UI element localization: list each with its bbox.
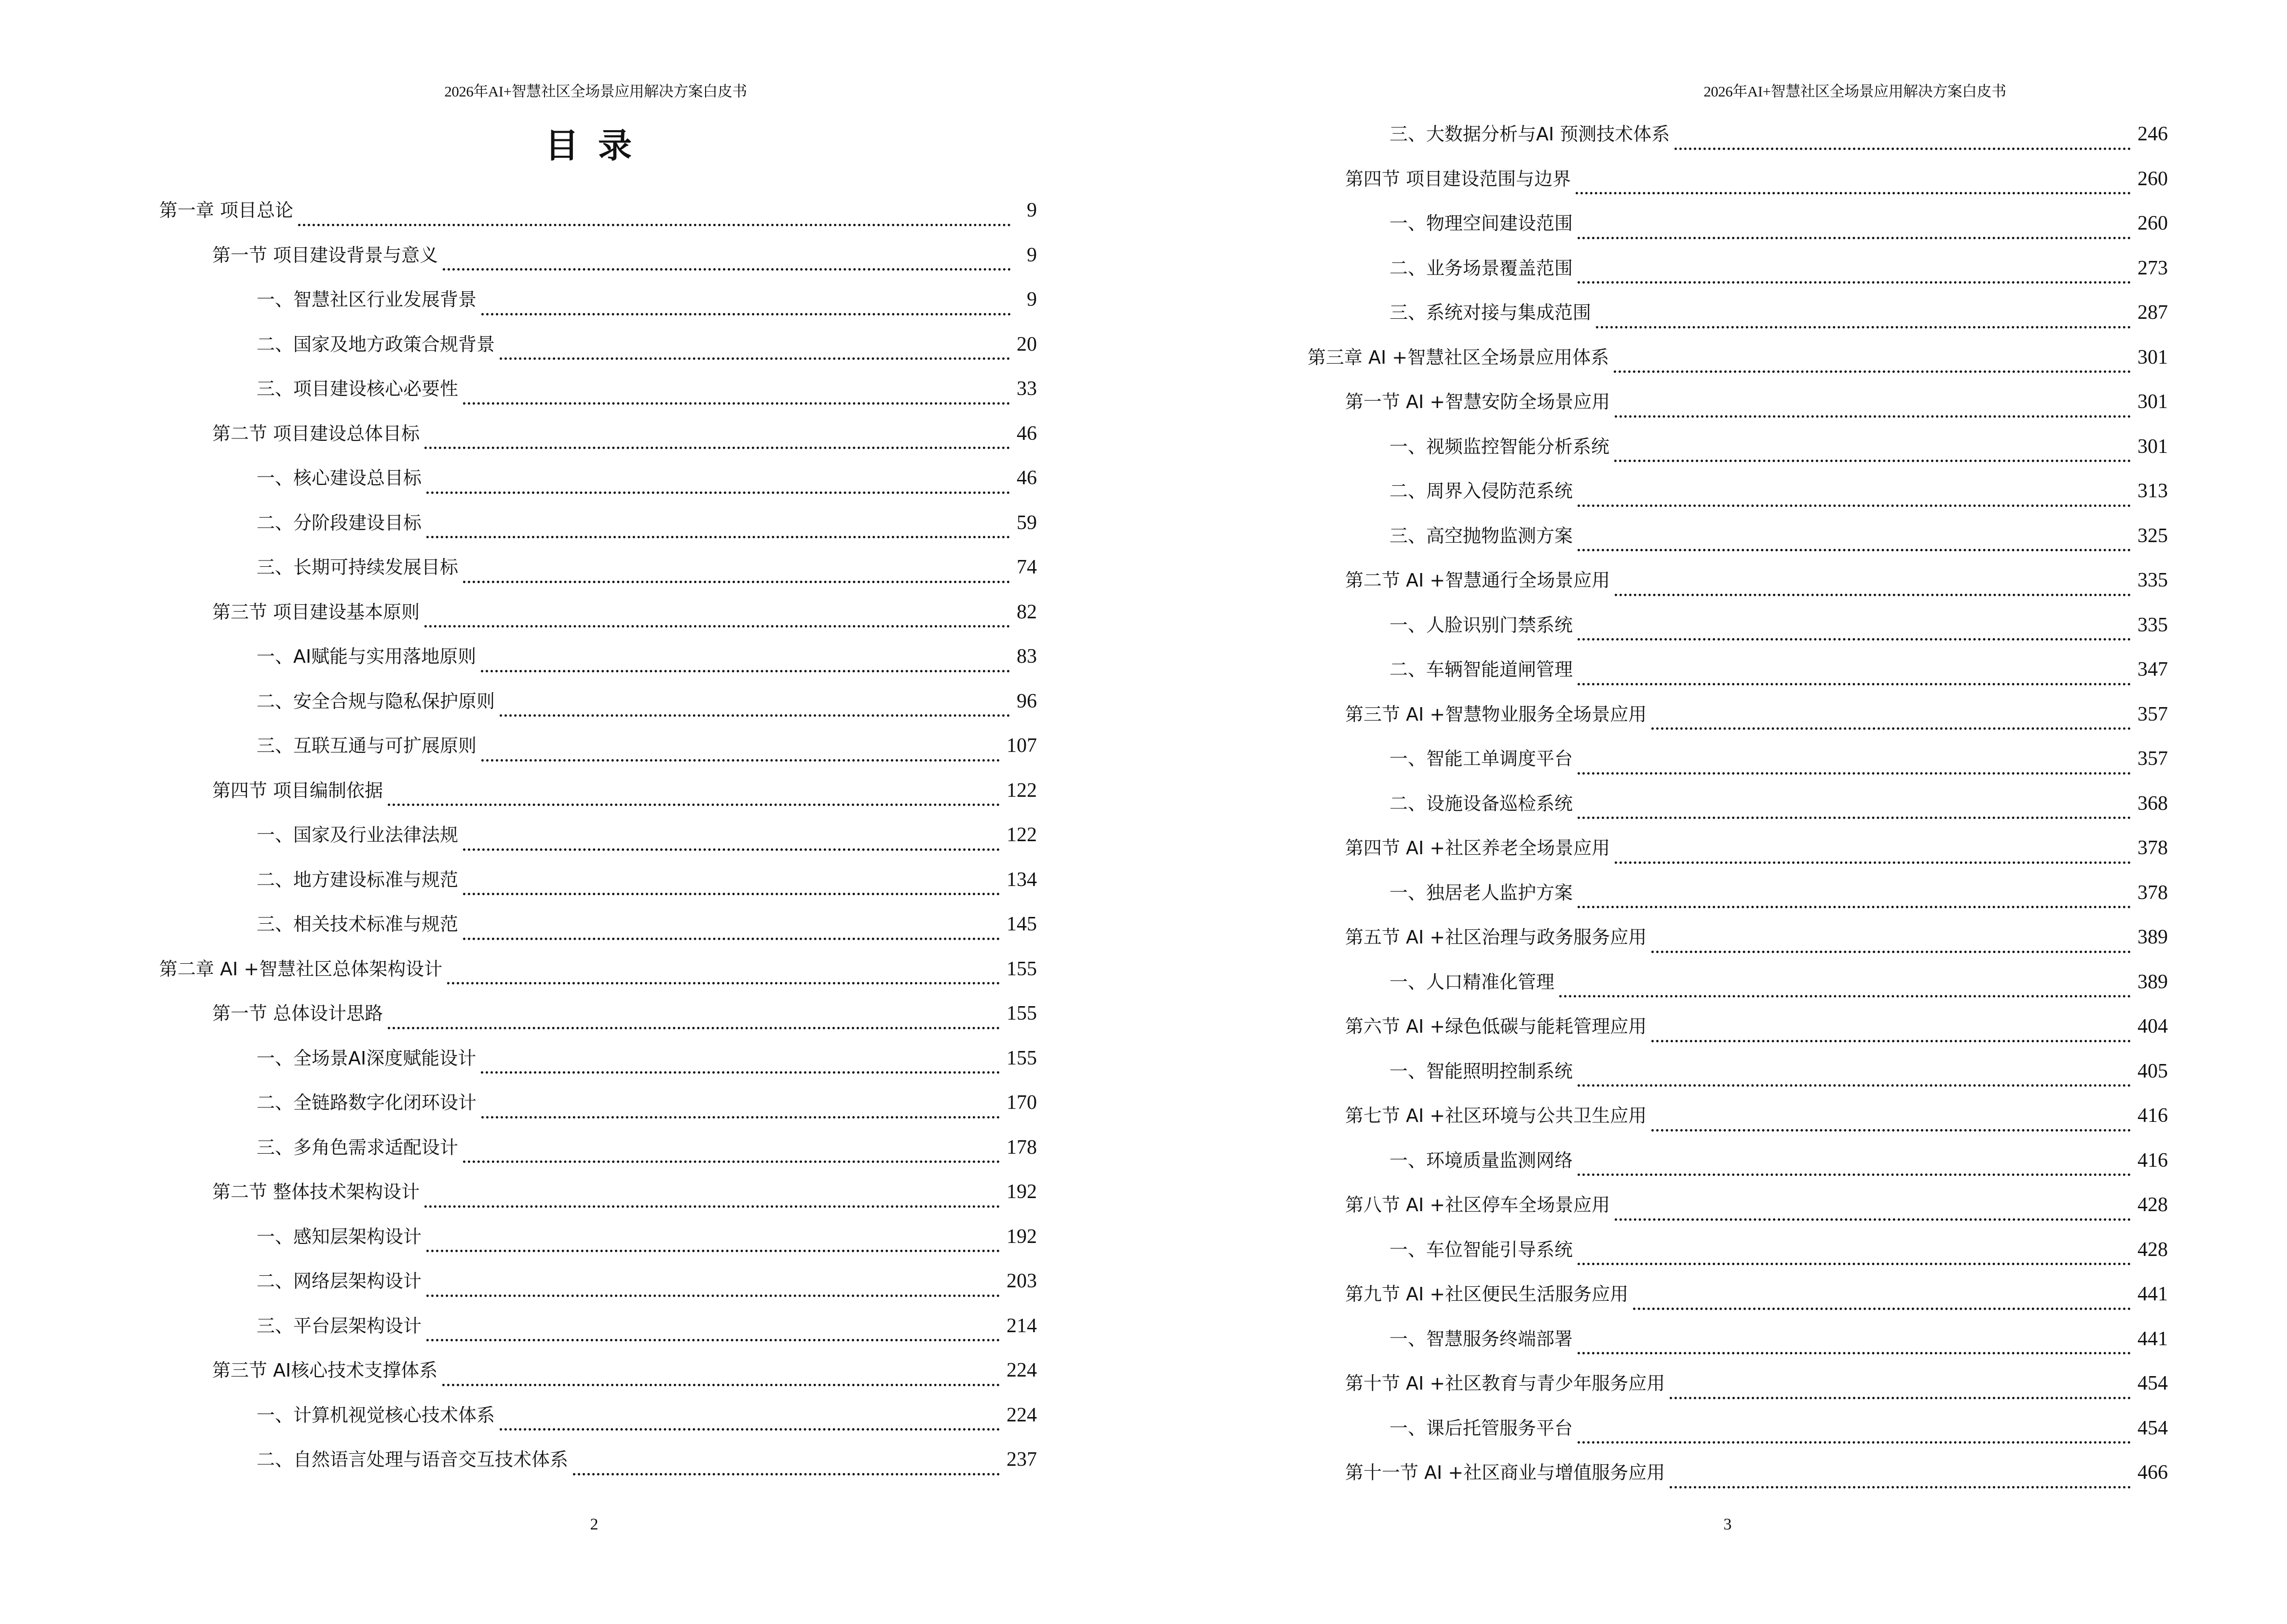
entry-title: 第三节 AI +智慧物业服务全场景应用 — [1345, 703, 1647, 725]
toc-section-entry[interactable] — [0, 1000, 1037, 1045]
dot-leader — [1615, 415, 2131, 418]
entry-title: 第一节 总体设计思路 — [212, 1003, 383, 1024]
dot-leader — [1576, 192, 2131, 194]
entry-page-number: 335 — [2137, 569, 2168, 591]
toc-list — [1144, 121, 2168, 1504]
entry-page-number: 192 — [1007, 1225, 1037, 1248]
dot-leader — [463, 893, 1000, 895]
entry-page-number: 83 — [1017, 645, 1037, 668]
entry-title: 一、智慧服务终端部署 — [1389, 1328, 1573, 1350]
entry-title: 二、安全合规与隐私保护原则 — [257, 690, 495, 712]
dot-leader — [481, 670, 1010, 672]
entry-title: 一、智慧社区行业发展背景 — [257, 289, 477, 310]
dot-leader — [1578, 281, 2131, 284]
entry-title: 第十一节 AI +社区商业与增值服务应用 — [1345, 1462, 1665, 1483]
entry-title: 一、核心建设总目标 — [257, 467, 422, 489]
entry-title: 第二章 AI +智慧社区总体架构设计 — [159, 958, 443, 980]
toc-section-entry[interactable] — [1144, 924, 2168, 969]
dot-leader — [426, 536, 1010, 538]
toc-subsection-entry[interactable] — [1144, 745, 2168, 790]
entry-page-number: 301 — [2137, 435, 2168, 458]
dot-leader — [424, 447, 1010, 449]
toc-subsection-entry[interactable] — [1144, 478, 2168, 522]
dot-leader — [426, 1250, 1000, 1252]
entry-page-number: 122 — [1007, 779, 1037, 802]
dot-leader — [463, 581, 1010, 583]
entry-page-number: 192 — [1007, 1181, 1037, 1203]
dot-leader — [1578, 906, 2131, 908]
dot-leader — [1578, 817, 2131, 819]
dot-leader — [1578, 1174, 2131, 1176]
toc-subsection-entry[interactable] — [0, 509, 1037, 554]
toc-subsection-entry[interactable] — [0, 286, 1037, 331]
entry-page-number: 325 — [2137, 524, 2168, 547]
dot-leader — [426, 491, 1010, 494]
entry-page-number: 59 — [1017, 511, 1037, 534]
toc-subsection-entry[interactable] — [0, 1223, 1037, 1268]
dot-leader — [463, 848, 1000, 851]
entry-title: 三、相关技术标准与规范 — [257, 914, 459, 935]
toc-subsection-entry[interactable] — [0, 688, 1037, 733]
toc-subsection-entry[interactable] — [0, 732, 1037, 777]
entry-page-number: 260 — [2137, 167, 2168, 190]
toc-subsection-entry[interactable] — [0, 1268, 1037, 1312]
entry-title: 第二节 AI +智慧通行全场景应用 — [1345, 570, 1610, 591]
running-header: 2026年AI+智慧社区全场景应用解决方案白皮书 — [444, 83, 747, 100]
dot-leader — [463, 402, 1010, 405]
entry-page-number: 155 — [1007, 957, 1037, 980]
dot-leader — [1651, 1040, 2131, 1042]
entry-title: 二、业务场景覆盖范围 — [1389, 257, 1573, 279]
entry-page-number: 389 — [2137, 926, 2168, 948]
toc-subsection-entry[interactable] — [1144, 121, 2168, 165]
entry-page-number: 246 — [2137, 123, 2168, 145]
dot-leader — [463, 938, 1000, 940]
entry-title: 一、视频监控智能分析系统 — [1389, 436, 1610, 457]
toc-section-entry[interactable] — [1144, 834, 2168, 879]
entry-page-number: 273 — [2137, 257, 2168, 279]
dot-leader — [1670, 1397, 2131, 1399]
entry-title: 第四节 AI +社区养老全场景应用 — [1345, 837, 1610, 859]
toc-subsection-entry[interactable] — [0, 1089, 1037, 1134]
dot-leader — [1674, 148, 2131, 150]
toc-section-entry[interactable] — [1144, 1191, 2168, 1236]
dot-leader — [1670, 1486, 2131, 1488]
toc-subsection-entry[interactable] — [0, 375, 1037, 420]
entry-title: 三、系统对接与集成范围 — [1389, 302, 1592, 323]
entry-page-number: 155 — [1007, 1047, 1037, 1069]
toc-section-entry[interactable] — [0, 599, 1037, 643]
entry-page-number: 454 — [2137, 1417, 2168, 1439]
toc-subsection-entry[interactable] — [1144, 879, 2168, 924]
entry-title: 一、计算机视觉核心技术体系 — [257, 1404, 495, 1426]
entry-title: 一、车位智能引导系统 — [1389, 1239, 1573, 1260]
dot-leader — [1614, 370, 2131, 373]
entry-title: 一、全场景AI深度赋能设计 — [257, 1047, 476, 1069]
toc-section-entry[interactable] — [0, 1178, 1037, 1223]
entry-title: 第四节 项目编制依据 — [212, 779, 383, 801]
dot-leader — [1615, 1218, 2131, 1221]
entry-page-number: 357 — [2137, 703, 2168, 725]
entry-page-number: 145 — [1007, 913, 1037, 935]
entry-title: 一、智能工单调度平台 — [1389, 748, 1573, 769]
entry-title: 二、国家及地方政策合规背景 — [257, 333, 495, 355]
entry-title: 第八节 AI +社区停车全场景应用 — [1345, 1194, 1610, 1215]
entry-title: 第一章 项目总论 — [159, 200, 294, 221]
dot-leader — [388, 804, 1000, 806]
dot-leader — [481, 1116, 1000, 1119]
running-header: 2026年AI+智慧社区全场景应用解决方案白皮书 — [1703, 83, 2006, 100]
dot-leader — [1578, 1263, 2131, 1265]
toc-subsection-entry[interactable] — [0, 643, 1037, 688]
dot-leader — [1651, 1129, 2131, 1132]
dot-leader — [1578, 683, 2131, 685]
entry-page-number: 82 — [1017, 600, 1037, 623]
entry-page-number: 428 — [2137, 1194, 2168, 1216]
page-number: 3 — [1723, 1515, 1732, 1533]
toc-subsection-entry[interactable] — [0, 1402, 1037, 1447]
entry-title: 三、多角色需求适配设计 — [257, 1136, 459, 1158]
toc-subsection-entry[interactable] — [1144, 299, 2168, 344]
toc-subsection-entry[interactable] — [0, 1045, 1037, 1090]
dot-leader — [573, 1473, 1000, 1475]
entry-page-number: 214 — [1007, 1314, 1037, 1337]
entry-page-number: 224 — [1007, 1404, 1037, 1426]
entry-page-number: 170 — [1007, 1092, 1037, 1114]
toc-subsection-entry[interactable] — [0, 331, 1037, 376]
entry-page-number: 301 — [2137, 391, 2168, 413]
toc-subsection-entry[interactable] — [1144, 522, 2168, 567]
entry-title: 一、感知层架构设计 — [257, 1226, 422, 1247]
entry-page-number: 46 — [1017, 422, 1037, 445]
entry-page-number: 416 — [2137, 1105, 2168, 1127]
entry-page-number: 9 — [1027, 288, 1037, 311]
entry-page-number: 389 — [2137, 970, 2168, 993]
toc-subsection-entry[interactable] — [1144, 969, 2168, 1013]
entry-page-number: 20 — [1017, 333, 1037, 355]
entry-page-number: 357 — [2137, 748, 2168, 770]
toc-section-entry[interactable] — [0, 242, 1037, 287]
entry-title: 三、长期可持续发展目标 — [257, 557, 459, 578]
entry-title: 三、大数据分析与AI 预测技术体系 — [1389, 123, 1670, 145]
entry-title: 三、高空抛物监测方案 — [1389, 525, 1573, 546]
entry-title: 第三节 AI核心技术支撑体系 — [212, 1360, 438, 1381]
toc-section-entry[interactable] — [1144, 165, 2168, 210]
entry-page-number: 122 — [1007, 824, 1037, 846]
toc-subsection-entry[interactable] — [0, 821, 1037, 866]
toc-subsection-entry[interactable] — [0, 911, 1037, 955]
dot-leader — [442, 1384, 1000, 1386]
dot-leader — [1578, 1441, 2131, 1444]
toc-subsection-entry[interactable] — [1144, 255, 2168, 300]
dot-leader — [1578, 638, 2131, 641]
toc-section-entry[interactable] — [0, 777, 1037, 822]
dot-leader — [424, 1205, 1000, 1208]
entry-page-number: 224 — [1007, 1359, 1037, 1381]
entry-page-number: 74 — [1017, 556, 1037, 578]
entry-page-number: 9 — [1027, 244, 1037, 266]
dot-leader — [298, 224, 1011, 226]
toc-subsection-entry[interactable] — [0, 1446, 1037, 1491]
entry-page-number: 203 — [1007, 1270, 1037, 1292]
dot-leader — [1559, 995, 2131, 997]
toc-subsection-entry[interactable] — [1144, 1325, 2168, 1370]
toc-title: 目录 — [545, 125, 651, 165]
entry-title: 一、国家及行业法律法规 — [257, 824, 459, 846]
entry-title: 一、环境质量监测网络 — [1389, 1149, 1573, 1171]
toc-chapter-entry[interactable] — [0, 197, 1037, 242]
dot-leader — [443, 268, 1011, 271]
dot-leader — [500, 714, 1010, 717]
toc-section-entry[interactable] — [1144, 1459, 2168, 1504]
toc-chapter-entry[interactable] — [0, 955, 1037, 1000]
entry-page-number: 405 — [2137, 1060, 2168, 1082]
toc-section-entry[interactable] — [1144, 701, 2168, 746]
entry-title: 二、设施设备巡检系统 — [1389, 792, 1573, 814]
entry-page-number: 454 — [2137, 1372, 2168, 1394]
entry-title: 第一节 项目建设背景与意义 — [212, 244, 438, 266]
toc-subsection-entry[interactable] — [1144, 210, 2168, 255]
dot-leader — [1633, 1308, 2131, 1310]
entry-page-number: 368 — [2137, 792, 2168, 815]
entry-title: 一、独居老人监护方案 — [1389, 882, 1573, 903]
entry-page-number: 96 — [1017, 690, 1037, 712]
entry-page-number: 441 — [2137, 1283, 2168, 1305]
dot-leader — [388, 1027, 1000, 1029]
entry-title: 第四节 项目建设范围与边界 — [1345, 168, 1571, 190]
entry-title: 一、人脸识别门禁系统 — [1389, 614, 1573, 636]
toc-section-entry[interactable] — [1144, 567, 2168, 612]
toc-subsection-entry[interactable] — [1144, 1058, 2168, 1103]
toc-section-entry[interactable] — [0, 420, 1037, 465]
entry-title: 二、网络层架构设计 — [257, 1270, 422, 1292]
entry-page-number: 335 — [2137, 614, 2168, 636]
entry-title: 第三章 AI +智慧社区全场景应用体系 — [1307, 346, 1609, 368]
dot-leader — [426, 1295, 1000, 1297]
entry-page-number: 107 — [1007, 735, 1037, 757]
entry-title: 第九节 AI +社区便民生活服务应用 — [1345, 1283, 1629, 1305]
toc-subsection-entry[interactable] — [0, 1134, 1037, 1179]
toc-section-entry[interactable] — [1144, 1370, 2168, 1415]
toc-subsection-entry[interactable] — [0, 554, 1037, 599]
dot-leader — [1578, 237, 2131, 239]
entry-title: 一、物理空间建设范围 — [1389, 213, 1573, 234]
entry-title: 二、全链路数字化闭环设计 — [257, 1092, 477, 1113]
entry-page-number: 33 — [1017, 378, 1037, 400]
entry-page-number: 378 — [2137, 837, 2168, 859]
dot-leader — [424, 625, 1010, 628]
dot-leader — [1578, 1084, 2131, 1087]
entry-title: 第五节 AI +社区治理与政务服务应用 — [1345, 927, 1647, 948]
entry-page-number: 347 — [2137, 658, 2168, 681]
entry-page-number: 441 — [2137, 1327, 2168, 1350]
entry-page-number: 155 — [1007, 1002, 1037, 1024]
entry-title: 第七节 AI +社区环境与公共卫生应用 — [1345, 1105, 1647, 1126]
toc-section-entry[interactable] — [1144, 388, 2168, 433]
dot-leader — [463, 1160, 1000, 1163]
entry-title: 一、人口精准化管理 — [1389, 971, 1555, 993]
entry-page-number: 178 — [1007, 1136, 1037, 1159]
toc-section-entry[interactable] — [1144, 1281, 2168, 1325]
entry-title: 一、课后托管服务平台 — [1389, 1417, 1573, 1439]
page-number: 2 — [590, 1515, 599, 1533]
entry-title: 一、AI赋能与实用落地原则 — [257, 646, 476, 667]
entry-title: 二、自然语言处理与语音交互技术体系 — [257, 1449, 569, 1470]
entry-page-number: 313 — [2137, 480, 2168, 502]
entry-title: 三、项目建设核心必要性 — [257, 378, 459, 399]
entry-page-number: 466 — [2137, 1461, 2168, 1484]
entry-page-number: 260 — [2137, 212, 2168, 234]
toc-subsection-entry[interactable] — [0, 1312, 1037, 1357]
dot-leader — [1615, 594, 2131, 596]
entry-page-number: 416 — [2137, 1149, 2168, 1172]
entry-page-number: 287 — [2137, 301, 2168, 324]
dot-leader — [1596, 326, 2131, 328]
entry-title: 第二节 项目建设总体目标 — [212, 423, 420, 444]
entry-title: 第十节 AI +社区教育与青少年服务应用 — [1345, 1373, 1665, 1394]
dot-leader — [426, 1339, 1000, 1341]
dot-leader — [1578, 505, 2131, 507]
entry-page-number: 404 — [2137, 1015, 2168, 1037]
dot-leader — [500, 1428, 1000, 1431]
toc-subsection-entry[interactable] — [0, 866, 1037, 911]
entry-title: 第二节 整体技术架构设计 — [212, 1181, 420, 1202]
dot-leader — [1578, 549, 2131, 551]
right-page — [1144, 0, 2287, 1624]
toc-list — [0, 197, 1037, 1491]
entry-page-number: 134 — [1007, 868, 1037, 891]
entry-page-number: 301 — [2137, 346, 2168, 368]
toc-subsection-entry[interactable] — [1144, 790, 2168, 835]
dot-leader — [1614, 460, 2131, 462]
toc-subsection-entry[interactable] — [1144, 1415, 2168, 1460]
dot-leader — [447, 982, 1000, 984]
entry-page-number: 428 — [2137, 1238, 2168, 1261]
toc-subsection-entry[interactable] — [1144, 612, 2168, 656]
toc-section-entry[interactable] — [1144, 1013, 2168, 1058]
dot-leader — [1578, 772, 2131, 775]
toc-subsection-entry[interactable] — [1144, 433, 2168, 478]
entry-page-number: 9 — [1027, 199, 1037, 221]
dot-leader — [481, 759, 1000, 762]
dot-leader — [1615, 861, 2131, 864]
entry-page-number: 378 — [2137, 881, 2168, 904]
entry-title: 第三节 项目建设基本原则 — [212, 601, 420, 623]
entry-title: 二、周界入侵防范系统 — [1389, 480, 1573, 502]
toc-subsection-entry[interactable] — [1144, 656, 2168, 701]
entry-title: 二、分阶段建设目标 — [257, 512, 422, 533]
dot-leader — [1578, 1352, 2131, 1354]
entry-title: 二、车辆智能道闸管理 — [1389, 659, 1573, 680]
entry-title: 第六节 AI +绿色低碳与能耗管理应用 — [1345, 1016, 1647, 1037]
entry-title: 三、互联互通与可扩展原则 — [257, 735, 477, 756]
toc-subsection-entry[interactable] — [0, 464, 1037, 509]
entry-page-number: 46 — [1017, 467, 1037, 489]
entry-page-number: 237 — [1007, 1448, 1037, 1471]
dot-leader — [500, 357, 1010, 360]
toc-subsection-entry[interactable] — [1144, 1147, 2168, 1192]
entry-title: 一、智能照明控制系统 — [1389, 1060, 1573, 1082]
toc-section-entry[interactable] — [0, 1357, 1037, 1402]
toc-chapter-entry[interactable] — [1144, 344, 2168, 389]
toc-section-entry[interactable] — [1144, 1102, 2168, 1147]
toc-subsection-entry[interactable] — [1144, 1236, 2168, 1281]
dot-leader — [481, 313, 1011, 315]
dot-leader — [481, 1071, 1000, 1074]
dot-leader — [1651, 727, 2131, 730]
dot-leader — [1651, 951, 2131, 953]
entry-title: 三、平台层架构设计 — [257, 1315, 422, 1337]
entry-title: 二、地方建设标准与规范 — [257, 869, 459, 890]
entry-title: 第一节 AI +智慧安防全场景应用 — [1345, 391, 1610, 412]
